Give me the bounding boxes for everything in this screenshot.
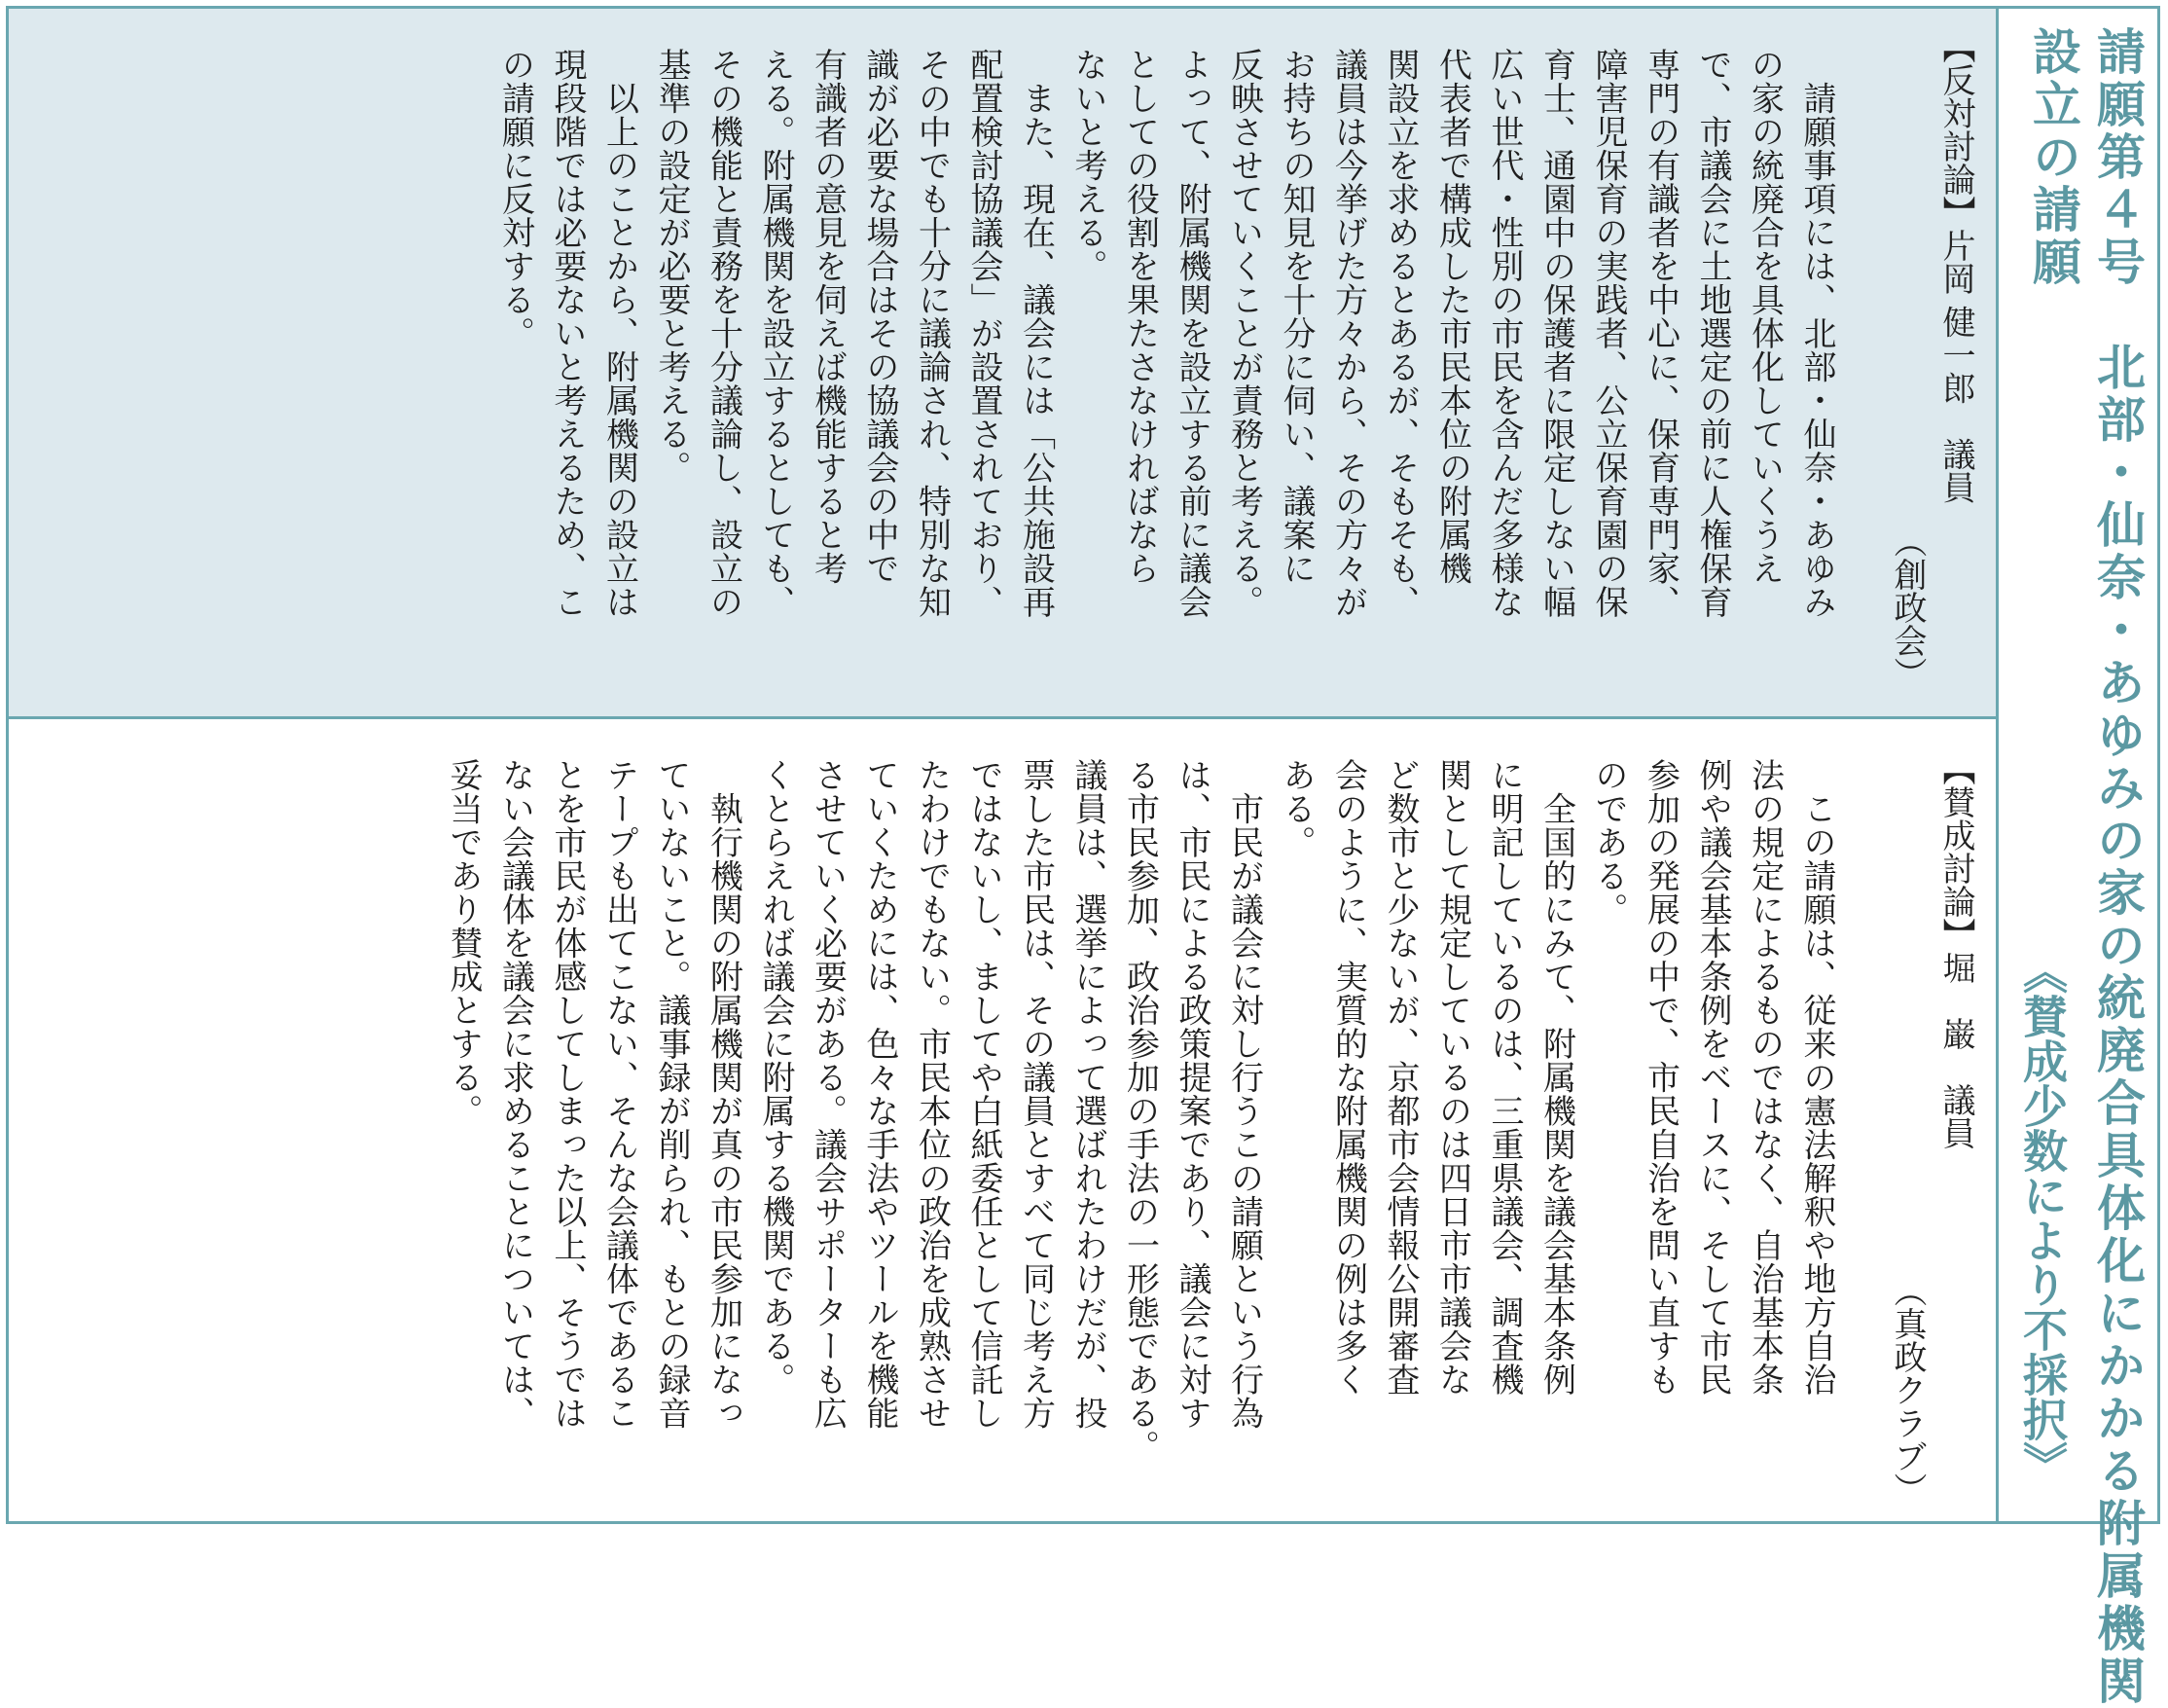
opposition-heading: 【反対討論】片岡 健一郎 議員	[1936, 30, 1975, 504]
support-affiliation: （真政クラブ）	[1888, 1274, 1927, 1506]
article-frame	[6, 6, 2160, 1708]
opposition-section	[9, 9, 1996, 719]
opposition-body: 請願事項には、北部・仙奈・あゆみ の家の統廃合を具体化していくうえ で、市議会に土地選定の前に人権保育 専門の有識者を中心に、保育専門家、 障害児保育の実践者、公立保育園の保 育士、通園中の保護者に限定しない幅 広い世代・性別の市民を含んだ多様な 代表者で構成した市民本位の附属機 関設立を求めるとあるが、そもそも、 議員は今挙げた方々から、その方々が お持ちの知見を十分に伺い、議案に 反映させていくことが責務と考える。 よって、附属機関を設立する前に議会 としての役割を果たさなければなら ないと考える。 また、現在、議会には「公共施設再 配置検討協議会」が設置されており、 その中でも十分に議論され、特別な知 識が必要な場合はその協議会の中で 有識者の意見を伺えば機能すると考 える。附属機関を設立するとしても、 その機能と責務を十分議論し、設立の 基準の設定が必要と考える。 以上のことから、附属機関の設立は 現段階では必要ないと考えるため、こ の請願に反対する。	[495, 48, 1836, 619]
petition-title-line2: 設立の請願	[2025, 26, 2081, 289]
support-section	[9, 719, 1996, 1521]
support-heading: 【賛成討論】堀 巌 議員	[1936, 752, 1975, 1149]
title-column	[1996, 9, 2157, 1708]
opposition-affiliation: （創政会）	[1888, 525, 1927, 690]
vote-result: 《賛成少数により不採択》	[2016, 949, 2069, 1486]
support-body: この請願は、従来の憲法解釈や地方自治 法の規定によるものではなく、自治基本条 例や議会基本条例をベースに、そして市民 参加の発展の中で、市民自治を問い直すも のである。 全国的にみて、附属機関を議会基本条例 に明記しているのは、三重県議会、調査機 関として規定しているのは四日市市議会な ど数市と少ないが、京都市会情報公開審査 会のように、実質的な附属機関の例は多く ある。 市民が議会に対し行うこの請願という行為 は、市民による政策提案であり、議会に対す る市民参加、政治参加の手法の一形態である。 議員は、選挙によって選ばれたわけだが、投 票した市民は、その議員とすべて同じ考え方 ではないし、ましてや白紙委任として信託し たわけでもない。市民本位の政治を成熟させ ていくためには、色々な手法やツールを機能 させていく必要がある。議会サポーターも広 くとらえれば議会に附属する機関である。 執行機関の附属機関が真の市民参加になっ ていないこと。議事録が削られ、もとの録音 テープも出てこない、そんな会議体であるこ とを市民が体感してしまった以上、そうでは ない会議体を議会に求めることについては、 妥当であり賛成とする。	[444, 758, 1836, 1464]
petition-title-line1: 請願第４号 北部・仙奈・あゆみの家の統廃合具体化にかかる附属機関	[2089, 26, 2146, 1708]
